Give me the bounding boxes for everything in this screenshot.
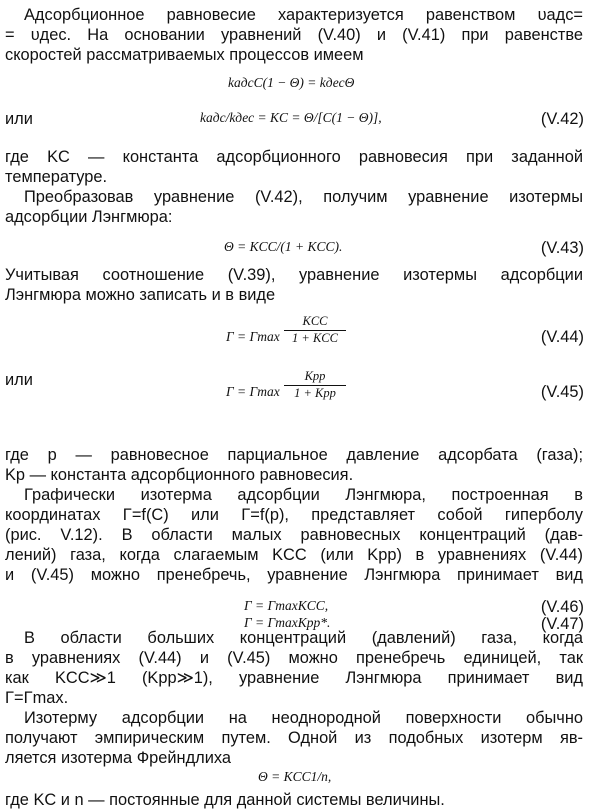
text-line: ляется изотерма Фрейндлиха bbox=[5, 749, 232, 767]
text-line: получают эмпирическим путем. Одной из подобных изотерм яв- bbox=[5, 729, 583, 747]
text-line: как KCC≫1 (Kрp≫1), уравнение Лэнгмюра принимает вид bbox=[5, 669, 583, 687]
equation-number: (V.44) bbox=[540, 328, 584, 346]
fraction-denominator: 1 + Kрp bbox=[294, 385, 336, 400]
text-line: Графически изотерма адсорбции Лэнгмюра, построенная в bbox=[24, 486, 583, 504]
text-line: Γ=Γmax. bbox=[5, 689, 69, 707]
text-line: Изотерму адсорбции на неоднородной поверхности обычно bbox=[24, 709, 583, 727]
text-line: (рис. V.12). В области малых равновесных концентраций (дав- bbox=[5, 526, 583, 544]
text-line: где KC — константа адсорбционного равновесия при заданной bbox=[5, 148, 583, 166]
text-line: и (V.45) можно пренебречь, уравнение Лэнгмюра принимает вид bbox=[5, 566, 583, 584]
text-line: В области больших концентраций (давлений) газа, когда bbox=[24, 629, 583, 647]
fraction-prefix: Γ = Γmax bbox=[226, 384, 280, 399]
fraction-numerator: Kрp bbox=[304, 369, 326, 383]
equation-number: (V.42) bbox=[540, 110, 584, 128]
equation: kадсC(1 − Θ) = kдесΘ bbox=[228, 75, 355, 90]
equation-number: (V.43) bbox=[540, 239, 584, 257]
or-label: или bbox=[5, 371, 33, 389]
text-line: Адсорбционное равновесие характеризуется равенством υадс= bbox=[24, 6, 583, 24]
text-line: где KC и n — постоянные для данной системы величины. bbox=[5, 791, 445, 809]
equation: Θ = KCC/(1 + KCC). bbox=[224, 239, 343, 254]
fraction bbox=[284, 370, 346, 401]
text-line: адсорбции Лэнгмюра: bbox=[5, 208, 173, 226]
equation-number: (V.46) bbox=[540, 598, 584, 616]
fraction-denominator: 1 + KCC bbox=[292, 330, 338, 345]
fraction bbox=[284, 315, 346, 346]
text-line: Лэнгмюра можно записать и в виде bbox=[5, 286, 276, 304]
or-label: или bbox=[5, 110, 33, 128]
equation: Γ = ΓmaxKрp*. bbox=[244, 615, 331, 630]
text-line: где p — равновесное парциальное давление адсорбата (газа); bbox=[5, 446, 583, 464]
text-line: температуре. bbox=[5, 168, 108, 186]
text-line: координатах Γ=f(C) или Γ=f(p), представляет собой гиперболу bbox=[5, 506, 583, 524]
equation: kадс/kдес = KC = Θ/[C(1 − Θ)], bbox=[200, 110, 382, 125]
text-line: = υдес. На основании уравнений (V.40) и (V.41) при равенстве bbox=[5, 26, 583, 44]
equation: Γ = ΓmaxKCC, bbox=[244, 598, 329, 613]
text-line: лений) газа, когда слагаемым KCC (или Kрp) в уравнениях (V.44) bbox=[5, 546, 583, 564]
text-line: Учитывая соотношение (V.39), уравнение изотермы адсорбции bbox=[5, 266, 583, 284]
equation: Θ = KCC1/n, bbox=[258, 769, 332, 784]
equation-number: (V.47) bbox=[540, 615, 584, 633]
text-line: Kр — константа адсорбционного равновесия. bbox=[5, 466, 354, 484]
equation-number: (V.45) bbox=[540, 383, 584, 401]
fraction-numerator: KCC bbox=[302, 314, 328, 328]
fraction-prefix: Γ = Γmax bbox=[226, 329, 280, 344]
text-line: в уравнениях (V.44) и (V.45) можно пренебречь единицей, так bbox=[5, 649, 583, 667]
text-line: Преобразовав уравнение (V.42), получим уравнение изотермы bbox=[24, 188, 583, 206]
text-line: скоростей рассматриваемых процессов имеем bbox=[5, 46, 364, 64]
